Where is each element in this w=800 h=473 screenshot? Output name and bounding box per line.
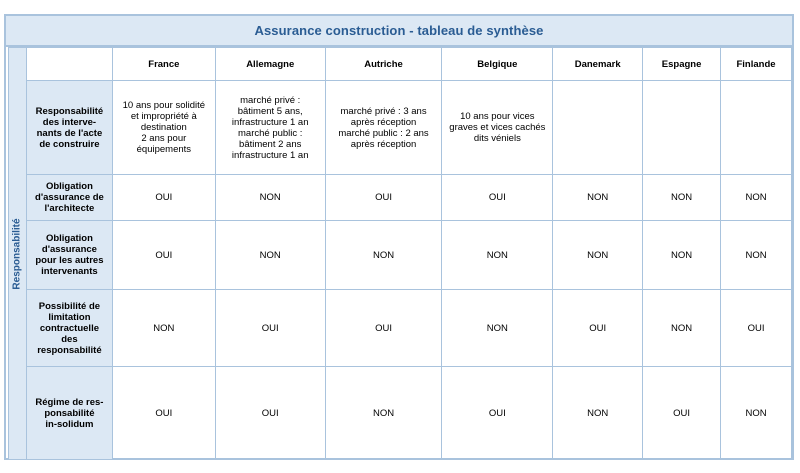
cell-danemark [553,81,643,175]
cell-espagne [643,175,721,221]
cell-belgique [442,81,553,175]
cell-autriche [325,221,442,290]
cell-value: NON [372,249,395,261]
cell-finlande [721,175,792,221]
cell-value: OUI [155,192,173,203]
row-header [26,221,112,290]
cell-value: marché privé : bâtiment 5 ans, infrastructure 1 an marché public : bâtiment 2 ans infrastructure 1 an [231,94,309,161]
cell-allemagne [215,175,325,221]
cell-danemark [553,175,643,221]
row-header-label: Responsabilité des interve- nants de l'acte de construire [35,105,104,150]
cell-espagne [643,81,721,175]
cell-value: NON [372,407,395,419]
cell-allemagne [215,81,325,175]
cell-france [112,290,215,367]
column-header-danemark: Danemark [553,48,643,81]
cell-finlande [721,81,792,175]
cell-finlande [721,221,792,290]
cell-belgique [442,290,553,367]
cell-value: 10 ans pour vices graves et vices cachés dits véniels [449,111,546,144]
cell-danemark [553,367,643,460]
column-header-espagne: Espagne [643,48,721,81]
cell-france [112,367,215,460]
cell-value: NON [259,249,281,261]
cell-allemagne [215,290,325,367]
corner-cell [26,48,112,81]
cell-value: marché privé : 3 ans après réception marché public : 2 ans après réception [338,105,429,150]
cell-finlande [721,367,792,460]
cell-allemagne [215,367,325,460]
cell-autriche [325,175,442,221]
cell-autriche [325,81,442,175]
cell-danemark [553,221,643,290]
row-header-label: Obligation d'assurance pour les autres intervenants [35,233,104,277]
cell-value: NON [745,407,767,419]
table-row [9,290,792,367]
row-header-label: Régime de res- ponsabilité in-solidum [35,396,104,430]
cell-value: NON [587,192,609,203]
cell-belgique [442,221,553,290]
synthesis-table [8,47,792,460]
cell-value: OUI [488,407,506,419]
row-header [26,367,112,460]
cell-value: NON [486,249,508,261]
cell-espagne [643,290,721,367]
cell-autriche [325,290,442,367]
cell-france [112,221,215,290]
side-label-cell [9,48,27,460]
row-header [26,175,112,221]
cell-value: OUI [375,192,392,203]
cell-value: 10 ans pour solidité et impropriété à destination 2 ans pour équipements [122,100,206,155]
cell-value: NON [259,192,281,203]
cell-france [112,175,215,221]
cell-value: NON [486,322,508,334]
synthesis-table-frame [4,14,794,460]
cell-value: NON [745,192,767,203]
table-row [9,221,792,290]
cell-france [112,81,215,175]
cell-value: NON [587,249,609,261]
cell-value: OUI [589,322,607,334]
cell-value: NON [745,249,767,261]
cell-belgique [442,175,553,221]
column-header-finlande: Finlande [721,48,792,81]
column-header-autriche: Autriche [325,48,442,81]
cell-value: OUI [673,407,691,419]
cell-finlande [721,290,792,367]
cell-espagne [643,367,721,460]
cell-autriche [325,367,442,460]
row-header-label: Obligation d'assurance de l'architecte [35,181,104,214]
cell-value: NON [671,192,693,203]
row-header-label: Possibilité de limitation contractuelle des responsabilité [37,300,102,356]
cell-espagne [643,221,721,290]
column-header-allemagne: Allemagne [215,48,325,81]
cell-value: OUI [261,322,279,334]
cell-value: NON [671,249,693,261]
cell-value: NON [153,322,175,334]
cell-value: OUI [488,192,506,203]
table-title: Assurance construction - tableau de synthèse [6,16,792,47]
header-row [9,48,792,81]
cell-value: OUI [155,249,173,261]
cell-value: OUI [375,322,392,334]
cell-belgique [442,367,553,460]
cell-allemagne [215,221,325,290]
cell-value: OUI [747,322,765,334]
table-row [9,81,792,175]
cell-value: OUI [155,407,173,419]
row-header [26,290,112,367]
cell-value: NON [671,322,693,334]
row-header [26,81,112,175]
cell-value: OUI [261,407,279,419]
table-row [9,367,792,460]
side-label: Responsabilité [11,217,23,290]
column-header-france: France [112,48,215,81]
column-header-belgique: Belgique [442,48,553,81]
table-row [9,175,792,221]
cell-danemark [553,290,643,367]
cell-value: NON [587,407,609,419]
